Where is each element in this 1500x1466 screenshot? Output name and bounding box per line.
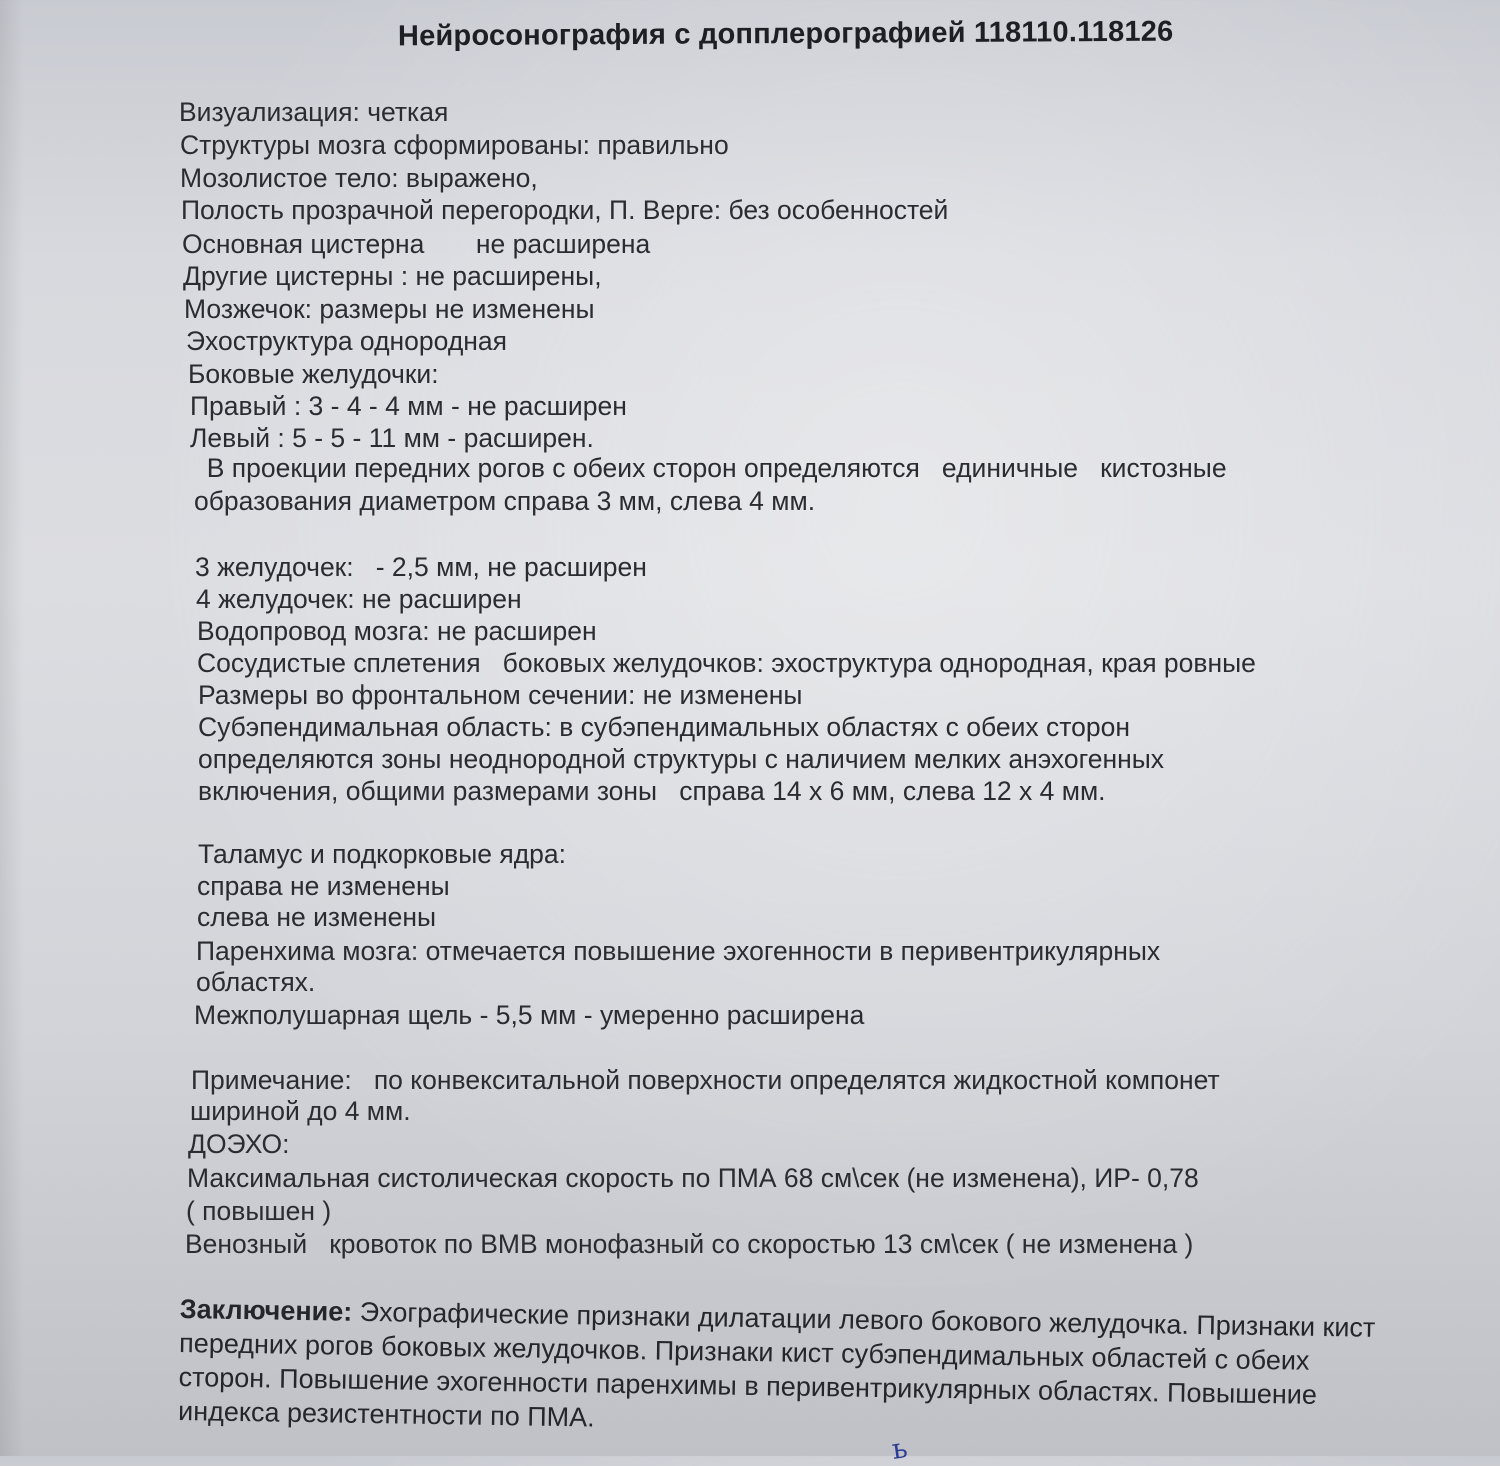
line-parenchyma-areas: областях. xyxy=(196,967,316,997)
line-fourth-ventricle: 4 желудочек: не расширен xyxy=(196,584,522,614)
line-choroid-plexus: Сосудистые сплетения боковых желудочков: эхоструктура однородная, края ровные xyxy=(197,648,1256,678)
line-cyst-diameter: образования диаметром справа 3 мм, слева 4 мм. xyxy=(194,486,816,516)
line-third-ventricle: 3 желудочек: - 2,5 мм, не расширен xyxy=(195,552,647,582)
line-note-width: шириной до 4 мм. xyxy=(190,1096,411,1126)
handwritten-mark: ь xyxy=(889,1431,910,1466)
line-lateral-ventricles: Боковые желудочки: xyxy=(188,359,439,389)
line-doppler-heading: ДОЭХО: xyxy=(188,1129,290,1159)
line-parenchyma: Паренхима мозга: отмечается повышение эхогенности в перивентрикулярных xyxy=(196,936,1161,966)
conclusion-paragraph xyxy=(178,1292,1380,1447)
report-title: Нейросонография с допплерографией 118110.118126 xyxy=(397,15,1174,53)
line-basal-cistern: Основная цистерна не расширена xyxy=(182,229,651,259)
line-note: Примечание: по конвекситальной поверхности определятся жидкостной компонет xyxy=(191,1065,1220,1095)
line-ri-elevated: ( повышен ) xyxy=(186,1196,332,1226)
line-echostructure: Эхоструктура однородная xyxy=(186,326,508,356)
line-left-ventricle: Левый : 5 - 5 - 11 мм - расширен. xyxy=(190,423,594,453)
page-edge-shadow xyxy=(0,0,24,1456)
line-interhemispheric-fissure: Межполушарная щель - 5,5 мм - умеренно расширена xyxy=(194,1000,865,1030)
line-anterior-horns: В проекции передних рогов с обеих сторон определяются единичные кистозные xyxy=(192,453,1227,483)
line-visualization: Визуализация: четкая xyxy=(179,97,449,127)
conclusion-text: Эхографические признаки дилатации левого бокового желудочка. Признаки кист передних рогов боковых желудочков. Признаки кист субэпендимальных областей с обеих сторон. Повышение эхогенности паренхимы в перивентрикулярных областях. Повышение индекса резистентности по ПМА. xyxy=(177,1296,1376,1433)
line-aqueduct: Водопровод мозга: не расширен xyxy=(197,616,597,646)
line-frontal-section: Размеры во фронтальном сечении: не изменены xyxy=(198,680,803,710)
line-corpus-callosum: Мозолистое тело: выражено, xyxy=(180,163,538,193)
line-septum-pellucidum: Полость прозрачной перегородки, П. Верге: без особенностей xyxy=(181,195,949,225)
line-right-ventricle: Правый : 3 - 4 - 4 мм - не расширен xyxy=(190,391,627,421)
line-systolic-velocity: Максимальная систолическая скорость по ПМА 68 см\сек (не изменена), ИР- 0,78 xyxy=(187,1163,1199,1193)
line-other-cisterns: Другие цистерны : не расширены, xyxy=(183,261,602,291)
line-venous-flow: Венозный кровоток по ВМВ монофазный со скоростью 13 см\сек ( не изменена ) xyxy=(185,1229,1194,1259)
line-thalamus: Таламус и подкорковые ядра: xyxy=(198,839,567,869)
line-brain-structures: Структуры мозга сформированы: правильно xyxy=(180,130,729,160)
line-subependymal-region: Субэпендимальная область: в субэпендимальных областях с обеих сторон xyxy=(198,712,1130,742)
line-cerebellum: Мозжечок: размеры не изменены xyxy=(184,294,595,324)
line-thalamus-right: справа не изменены xyxy=(197,871,450,901)
conclusion-label: Заключение: xyxy=(179,1293,353,1327)
line-subependymal-sizes: включения, общими размерами зоны справа 14 х 6 мм, слева 12 х 4 мм. xyxy=(198,776,1106,806)
line-subependymal-zones: определяются зоны неоднородной структуры с наличием мелких анэхогенных xyxy=(198,744,1165,774)
line-thalamus-left: слева не изменены xyxy=(197,902,437,932)
